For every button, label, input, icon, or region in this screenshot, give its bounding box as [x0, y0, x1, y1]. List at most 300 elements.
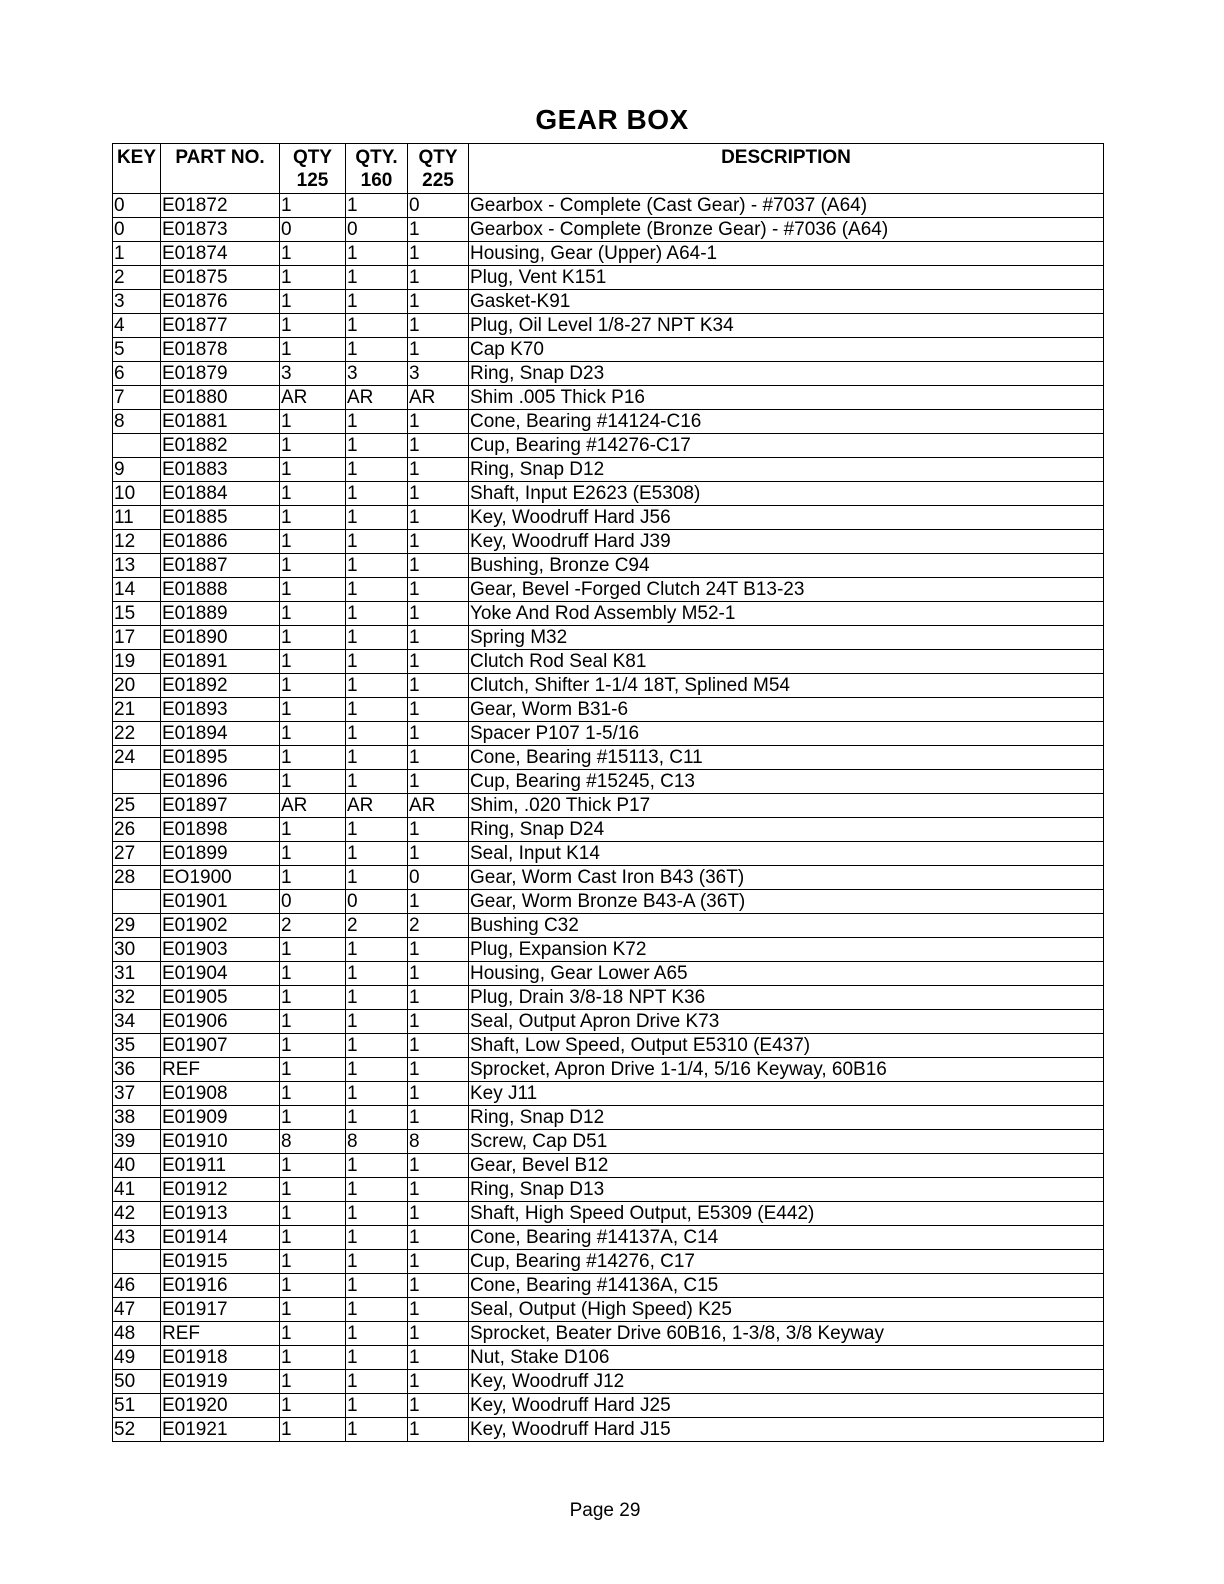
qty-125-cell: 1: [280, 314, 346, 338]
table-row: [113, 242, 1104, 266]
description-cell: Key J11: [469, 1082, 1104, 1106]
key-cell: 10: [113, 482, 161, 506]
part-number-cell: E01892: [161, 674, 280, 698]
qty-125-cell: 1: [280, 674, 346, 698]
qty-160-cell: 1: [346, 1370, 408, 1394]
qty-225-cell: 1: [408, 578, 469, 602]
key-cell: 47: [113, 1298, 161, 1322]
description-cell: Clutch, Shifter 1-1/4 18T, Splined M54: [469, 674, 1104, 698]
table-row: [113, 506, 1104, 530]
table-row: [113, 650, 1104, 674]
key-cell: 30: [113, 938, 161, 962]
qty-125-cell: 1: [280, 770, 346, 794]
header-qty-125-line1: QTY: [292, 147, 333, 168]
part-number-cell: E01885: [161, 506, 280, 530]
part-number-cell: E01911: [161, 1154, 280, 1178]
description-cell: Key, Woodruff J12: [469, 1370, 1104, 1394]
qty-125-cell: AR: [280, 386, 346, 410]
qty-125-cell: 1: [280, 434, 346, 458]
qty-160-cell: 1: [346, 506, 408, 530]
qty-160-cell: 0: [346, 890, 408, 914]
description-cell: Seal, Input K14: [469, 842, 1104, 866]
qty-225-cell: 2: [408, 914, 469, 938]
qty-225-cell: 1: [408, 290, 469, 314]
qty-160-cell: 1: [346, 1298, 408, 1322]
qty-125-cell: 1: [280, 938, 346, 962]
qty-160-cell: 1: [346, 962, 408, 986]
description-cell: Plug, Drain 3/8-18 NPT K36: [469, 986, 1104, 1010]
qty-125-cell: 1: [280, 842, 346, 866]
part-number-cell: E01889: [161, 602, 280, 626]
table-row: [113, 1250, 1104, 1274]
qty-160-cell: 1: [346, 530, 408, 554]
qty-160-cell: 1: [346, 1274, 408, 1298]
qty-125-cell: 0: [280, 890, 346, 914]
header-part-no-label: PART NO.: [175, 147, 265, 168]
part-number-cell: E01877: [161, 314, 280, 338]
header-qty-160-line1: QTY.: [355, 147, 398, 168]
qty-125-cell: 1: [280, 1322, 346, 1346]
qty-125-cell: 1: [280, 1202, 346, 1226]
part-number-cell: E01910: [161, 1130, 280, 1154]
qty-160-cell: 1: [346, 1394, 408, 1418]
table-row: [113, 986, 1104, 1010]
qty-160-cell: 1: [346, 650, 408, 674]
key-cell: [113, 770, 161, 794]
part-number-cell: REF: [161, 1322, 280, 1346]
description-cell: Housing, Gear (Upper) A64-1: [469, 242, 1104, 266]
description-cell: Shim, .020 Thick P17: [469, 794, 1104, 818]
part-number-cell: E01879: [161, 362, 280, 386]
table-row: [113, 338, 1104, 362]
key-cell: 14: [113, 578, 161, 602]
qty-225-cell: 1: [408, 242, 469, 266]
qty-125-cell: 1: [280, 1250, 346, 1274]
qty-225-cell: 1: [408, 458, 469, 482]
part-number-cell: E01916: [161, 1274, 280, 1298]
parts-table-body: [113, 194, 1104, 1442]
qty-125-cell: 1: [280, 578, 346, 602]
qty-160-cell: 1: [346, 482, 408, 506]
qty-225-cell: 1: [408, 314, 469, 338]
key-cell: [113, 1250, 161, 1274]
description-cell: Plug, Oil Level 1/8-27 NPT K34: [469, 314, 1104, 338]
qty-225-cell: 1: [408, 218, 469, 242]
description-cell: Spacer P107 1-5/16: [469, 722, 1104, 746]
qty-125-cell: 1: [280, 1346, 346, 1370]
qty-125-cell: 0: [280, 218, 346, 242]
table-row: [113, 1274, 1104, 1298]
qty-125-cell: 1: [280, 1370, 346, 1394]
qty-225-cell: 1: [408, 1274, 469, 1298]
part-number-cell: E01887: [161, 554, 280, 578]
table-row: [113, 1322, 1104, 1346]
qty-125-cell: 1: [280, 1418, 346, 1442]
part-number-cell: E01882: [161, 434, 280, 458]
table-row: [113, 914, 1104, 938]
table-row: [113, 1058, 1104, 1082]
part-number-cell: E01886: [161, 530, 280, 554]
part-number-cell: E01875: [161, 266, 280, 290]
key-cell: 43: [113, 1226, 161, 1250]
qty-125-cell: 1: [280, 410, 346, 434]
table-row: [113, 1370, 1104, 1394]
table-row: [113, 218, 1104, 242]
qty-125-cell: 1: [280, 1034, 346, 1058]
part-number-cell: E01905: [161, 986, 280, 1010]
part-number-cell: E01884: [161, 482, 280, 506]
key-cell: 8: [113, 410, 161, 434]
description-cell: Cap K70: [469, 338, 1104, 362]
qty-225-cell: 1: [408, 770, 469, 794]
qty-160-cell: 1: [346, 770, 408, 794]
key-cell: 51: [113, 1394, 161, 1418]
key-cell: 36: [113, 1058, 161, 1082]
key-cell: [113, 434, 161, 458]
qty-225-cell: 1: [408, 842, 469, 866]
qty-225-cell: 1: [408, 722, 469, 746]
qty-225-cell: 1: [408, 674, 469, 698]
description-cell: Ring, Snap D13: [469, 1178, 1104, 1202]
table-row: [113, 266, 1104, 290]
description-cell: Plug, Expansion K72: [469, 938, 1104, 962]
key-cell: 11: [113, 506, 161, 530]
qty-125-cell: 1: [280, 530, 346, 554]
qty-160-cell: 1: [346, 434, 408, 458]
key-cell: 19: [113, 650, 161, 674]
description-cell: Ring, Snap D12: [469, 458, 1104, 482]
qty-125-cell: 1: [280, 458, 346, 482]
description-cell: Gear, Worm Bronze B43-A (36T): [469, 890, 1104, 914]
description-cell: Sprocket, Apron Drive 1-1/4, 5/16 Keyway, 60B16: [469, 1058, 1104, 1082]
qty-160-cell: 1: [346, 266, 408, 290]
description-cell: Cup, Bearing #15245, C13: [469, 770, 1104, 794]
key-cell: 42: [113, 1202, 161, 1226]
description-cell: Ring, Snap D23: [469, 362, 1104, 386]
qty-125-cell: 1: [280, 1058, 346, 1082]
qty-125-cell: 1: [280, 650, 346, 674]
qty-225-cell: 1: [408, 698, 469, 722]
header-qty-125: [280, 144, 346, 194]
part-number-cell: E01914: [161, 1226, 280, 1250]
qty-225-cell: 1: [408, 410, 469, 434]
key-cell: 39: [113, 1130, 161, 1154]
header-qty-160-line2: 160: [360, 170, 393, 191]
qty-225-cell: 1: [408, 746, 469, 770]
qty-160-cell: 1: [346, 578, 408, 602]
table-row: [113, 722, 1104, 746]
qty-225-cell: 1: [408, 1346, 469, 1370]
table-row: [113, 578, 1104, 602]
qty-125-cell: 1: [280, 818, 346, 842]
part-number-cell: E01883: [161, 458, 280, 482]
table-row: [113, 866, 1104, 890]
part-number-cell: E01913: [161, 1202, 280, 1226]
table-row: [113, 1346, 1104, 1370]
description-cell: Gear, Worm B31-6: [469, 698, 1104, 722]
description-cell: Gear, Worm Cast Iron B43 (36T): [469, 866, 1104, 890]
part-number-cell: E01908: [161, 1082, 280, 1106]
qty-125-cell: 1: [280, 1226, 346, 1250]
qty-160-cell: 0: [346, 218, 408, 242]
description-cell: Key, Woodruff Hard J15: [469, 1418, 1104, 1442]
qty-225-cell: 1: [408, 1058, 469, 1082]
qty-225-cell: 1: [408, 434, 469, 458]
header-key-label: KEY: [116, 147, 157, 168]
part-number-cell: E01907: [161, 1034, 280, 1058]
qty-125-cell: 1: [280, 986, 346, 1010]
description-cell: Shaft, Input E2623 (E5308): [469, 482, 1104, 506]
description-cell: Gasket-K91: [469, 290, 1104, 314]
page-number: Page 29: [569, 1500, 641, 1521]
qty-225-cell: 1: [408, 1010, 469, 1034]
table-row: [113, 1010, 1104, 1034]
qty-160-cell: 2: [346, 914, 408, 938]
qty-125-cell: 1: [280, 242, 346, 266]
qty-225-cell: 1: [408, 650, 469, 674]
table-row: [113, 1154, 1104, 1178]
table-row: [113, 1418, 1104, 1442]
qty-160-cell: 1: [346, 338, 408, 362]
table-row: [113, 890, 1104, 914]
qty-225-cell: 1: [408, 938, 469, 962]
part-number-cell: E01917: [161, 1298, 280, 1322]
description-cell: Ring, Snap D12: [469, 1106, 1104, 1130]
header-key: [113, 144, 161, 194]
qty-160-cell: 1: [346, 1346, 408, 1370]
key-cell: 28: [113, 866, 161, 890]
key-cell: 38: [113, 1106, 161, 1130]
part-number-cell: E01906: [161, 1010, 280, 1034]
part-number-cell: E01909: [161, 1106, 280, 1130]
qty-160-cell: 1: [346, 818, 408, 842]
qty-160-cell: 1: [346, 842, 408, 866]
qty-225-cell: 1: [408, 626, 469, 650]
qty-160-cell: 1: [346, 1058, 408, 1082]
qty-125-cell: 1: [280, 626, 346, 650]
description-cell: Shaft, High Speed Output, E5309 (E442): [469, 1202, 1104, 1226]
qty-160-cell: 1: [346, 1250, 408, 1274]
qty-225-cell: 1: [408, 1202, 469, 1226]
key-cell: 12: [113, 530, 161, 554]
qty-160-cell: 1: [346, 722, 408, 746]
qty-160-cell: 1: [346, 1154, 408, 1178]
qty-160-cell: 1: [346, 674, 408, 698]
header-part-no: [161, 144, 280, 194]
qty-160-cell: 1: [346, 602, 408, 626]
qty-225-cell: 1: [408, 1394, 469, 1418]
qty-225-cell: 1: [408, 962, 469, 986]
part-number-cell: E01897: [161, 794, 280, 818]
qty-125-cell: 2: [280, 914, 346, 938]
qty-225-cell: 1: [408, 1298, 469, 1322]
table-row: [113, 962, 1104, 986]
part-number-cell: E01920: [161, 1394, 280, 1418]
qty-225-cell: AR: [408, 386, 469, 410]
part-number-cell: E01880: [161, 386, 280, 410]
part-number-cell: E01893: [161, 698, 280, 722]
part-number-cell: E01912: [161, 1178, 280, 1202]
table-row: [113, 794, 1104, 818]
header-qty-160: [346, 144, 408, 194]
key-cell: 35: [113, 1034, 161, 1058]
qty-160-cell: 1: [346, 746, 408, 770]
qty-125-cell: 3: [280, 362, 346, 386]
key-cell: 46: [113, 1274, 161, 1298]
table-row: [113, 362, 1104, 386]
part-number-cell: E01915: [161, 1250, 280, 1274]
part-number-cell: E01876: [161, 290, 280, 314]
qty-125-cell: 1: [280, 338, 346, 362]
key-cell: 29: [113, 914, 161, 938]
key-cell: 20: [113, 674, 161, 698]
key-cell: 31: [113, 962, 161, 986]
qty-125-cell: 1: [280, 506, 346, 530]
qty-225-cell: 1: [408, 506, 469, 530]
key-cell: 24: [113, 746, 161, 770]
qty-160-cell: 1: [346, 554, 408, 578]
description-cell: Clutch Rod Seal K81: [469, 650, 1104, 674]
qty-160-cell: 1: [346, 1082, 408, 1106]
qty-160-cell: 1: [346, 698, 408, 722]
qty-225-cell: 1: [408, 986, 469, 1010]
description-cell: Spring M32: [469, 626, 1104, 650]
part-number-cell: E01888: [161, 578, 280, 602]
table-row: [113, 1298, 1104, 1322]
table-row: [113, 530, 1104, 554]
qty-160-cell: 1: [346, 194, 408, 218]
description-cell: Cone, Bearing #14124-C16: [469, 410, 1104, 434]
qty-125-cell: 8: [280, 1130, 346, 1154]
part-number-cell: E01872: [161, 194, 280, 218]
table-row: [113, 1130, 1104, 1154]
part-number-cell: E01878: [161, 338, 280, 362]
qty-160-cell: 1: [346, 290, 408, 314]
part-number-cell: E01903: [161, 938, 280, 962]
qty-225-cell: 1: [408, 1106, 469, 1130]
description-cell: Bushing C32: [469, 914, 1104, 938]
key-cell: 40: [113, 1154, 161, 1178]
key-cell: 26: [113, 818, 161, 842]
qty-225-cell: 1: [408, 890, 469, 914]
qty-225-cell: 0: [408, 194, 469, 218]
qty-160-cell: 1: [346, 1178, 408, 1202]
qty-125-cell: 1: [280, 1082, 346, 1106]
description-cell: Bushing, Bronze C94: [469, 554, 1104, 578]
qty-160-cell: 1: [346, 866, 408, 890]
key-cell: 7: [113, 386, 161, 410]
table-row: [113, 770, 1104, 794]
qty-225-cell: 1: [408, 1418, 469, 1442]
qty-125-cell: 1: [280, 602, 346, 626]
table-row: [113, 410, 1104, 434]
qty-125-cell: 1: [280, 722, 346, 746]
table-row: [113, 938, 1104, 962]
qty-225-cell: 1: [408, 338, 469, 362]
table-row: [113, 434, 1104, 458]
qty-125-cell: 1: [280, 962, 346, 986]
description-cell: Shim .005 Thick P16: [469, 386, 1104, 410]
table-row: [113, 842, 1104, 866]
part-number-cell: E01902: [161, 914, 280, 938]
description-cell: Gearbox - Complete (Cast Gear) - #7037 (A64): [469, 194, 1104, 218]
part-number-cell: E01899: [161, 842, 280, 866]
qty-125-cell: 1: [280, 698, 346, 722]
key-cell: 52: [113, 1418, 161, 1442]
description-cell: Sprocket, Beater Drive 60B16, 1-3/8, 3/8 Keyway: [469, 1322, 1104, 1346]
key-cell: 49: [113, 1346, 161, 1370]
table-row: [113, 674, 1104, 698]
key-cell: 41: [113, 1178, 161, 1202]
table-row: [113, 1178, 1104, 1202]
qty-225-cell: 0: [408, 866, 469, 890]
table-row: [113, 698, 1104, 722]
qty-125-cell: 1: [280, 1154, 346, 1178]
qty-160-cell: 3: [346, 362, 408, 386]
qty-160-cell: 1: [346, 1226, 408, 1250]
key-cell: 48: [113, 1322, 161, 1346]
qty-225-cell: 1: [408, 1154, 469, 1178]
description-cell: Ring, Snap D24: [469, 818, 1104, 842]
key-cell: 13: [113, 554, 161, 578]
key-cell: 17: [113, 626, 161, 650]
description-cell: Cup, Bearing #14276-C17: [469, 434, 1104, 458]
description-cell: Seal, Output Apron Drive K73: [469, 1010, 1104, 1034]
parts-table: [112, 143, 1104, 1442]
qty-125-cell: 1: [280, 554, 346, 578]
description-cell: Gearbox - Complete (Bronze Gear) - #7036 (A64): [469, 218, 1104, 242]
part-number-cell: E01891: [161, 650, 280, 674]
table-row: [113, 1082, 1104, 1106]
qty-125-cell: 1: [280, 866, 346, 890]
qty-225-cell: 3: [408, 362, 469, 386]
key-cell: 6: [113, 362, 161, 386]
part-number-cell: E01918: [161, 1346, 280, 1370]
qty-225-cell: 1: [408, 818, 469, 842]
description-cell: Cone, Bearing #14137A, C14: [469, 1226, 1104, 1250]
description-cell: Cup, Bearing #14276, C17: [469, 1250, 1104, 1274]
description-cell: Cone, Bearing #15113, C11: [469, 746, 1104, 770]
key-cell: 50: [113, 1370, 161, 1394]
key-cell: [113, 890, 161, 914]
part-number-cell: E01881: [161, 410, 280, 434]
description-cell: Plug, Vent K151: [469, 266, 1104, 290]
table-header-row: [113, 144, 1104, 194]
table-row: [113, 626, 1104, 650]
qty-160-cell: 1: [346, 1418, 408, 1442]
qty-160-cell: 1: [346, 314, 408, 338]
table-row: [113, 194, 1104, 218]
description-cell: Key, Woodruff Hard J56: [469, 506, 1104, 530]
qty-160-cell: 8: [346, 1130, 408, 1154]
description-cell: Shaft, Low Speed, Output E5310 (E437): [469, 1034, 1104, 1058]
table-row: [113, 386, 1104, 410]
key-cell: 37: [113, 1082, 161, 1106]
key-cell: 2: [113, 266, 161, 290]
description-cell: Nut, Stake D106: [469, 1346, 1104, 1370]
header-qty-225: [408, 144, 469, 194]
part-number-cell: E01904: [161, 962, 280, 986]
part-number-cell: E01919: [161, 1370, 280, 1394]
qty-225-cell: 1: [408, 482, 469, 506]
table-row: [113, 818, 1104, 842]
qty-125-cell: 1: [280, 266, 346, 290]
qty-160-cell: 1: [346, 242, 408, 266]
qty-160-cell: 1: [346, 1106, 408, 1130]
key-cell: 9: [113, 458, 161, 482]
part-number-cell: E01874: [161, 242, 280, 266]
key-cell: 27: [113, 842, 161, 866]
